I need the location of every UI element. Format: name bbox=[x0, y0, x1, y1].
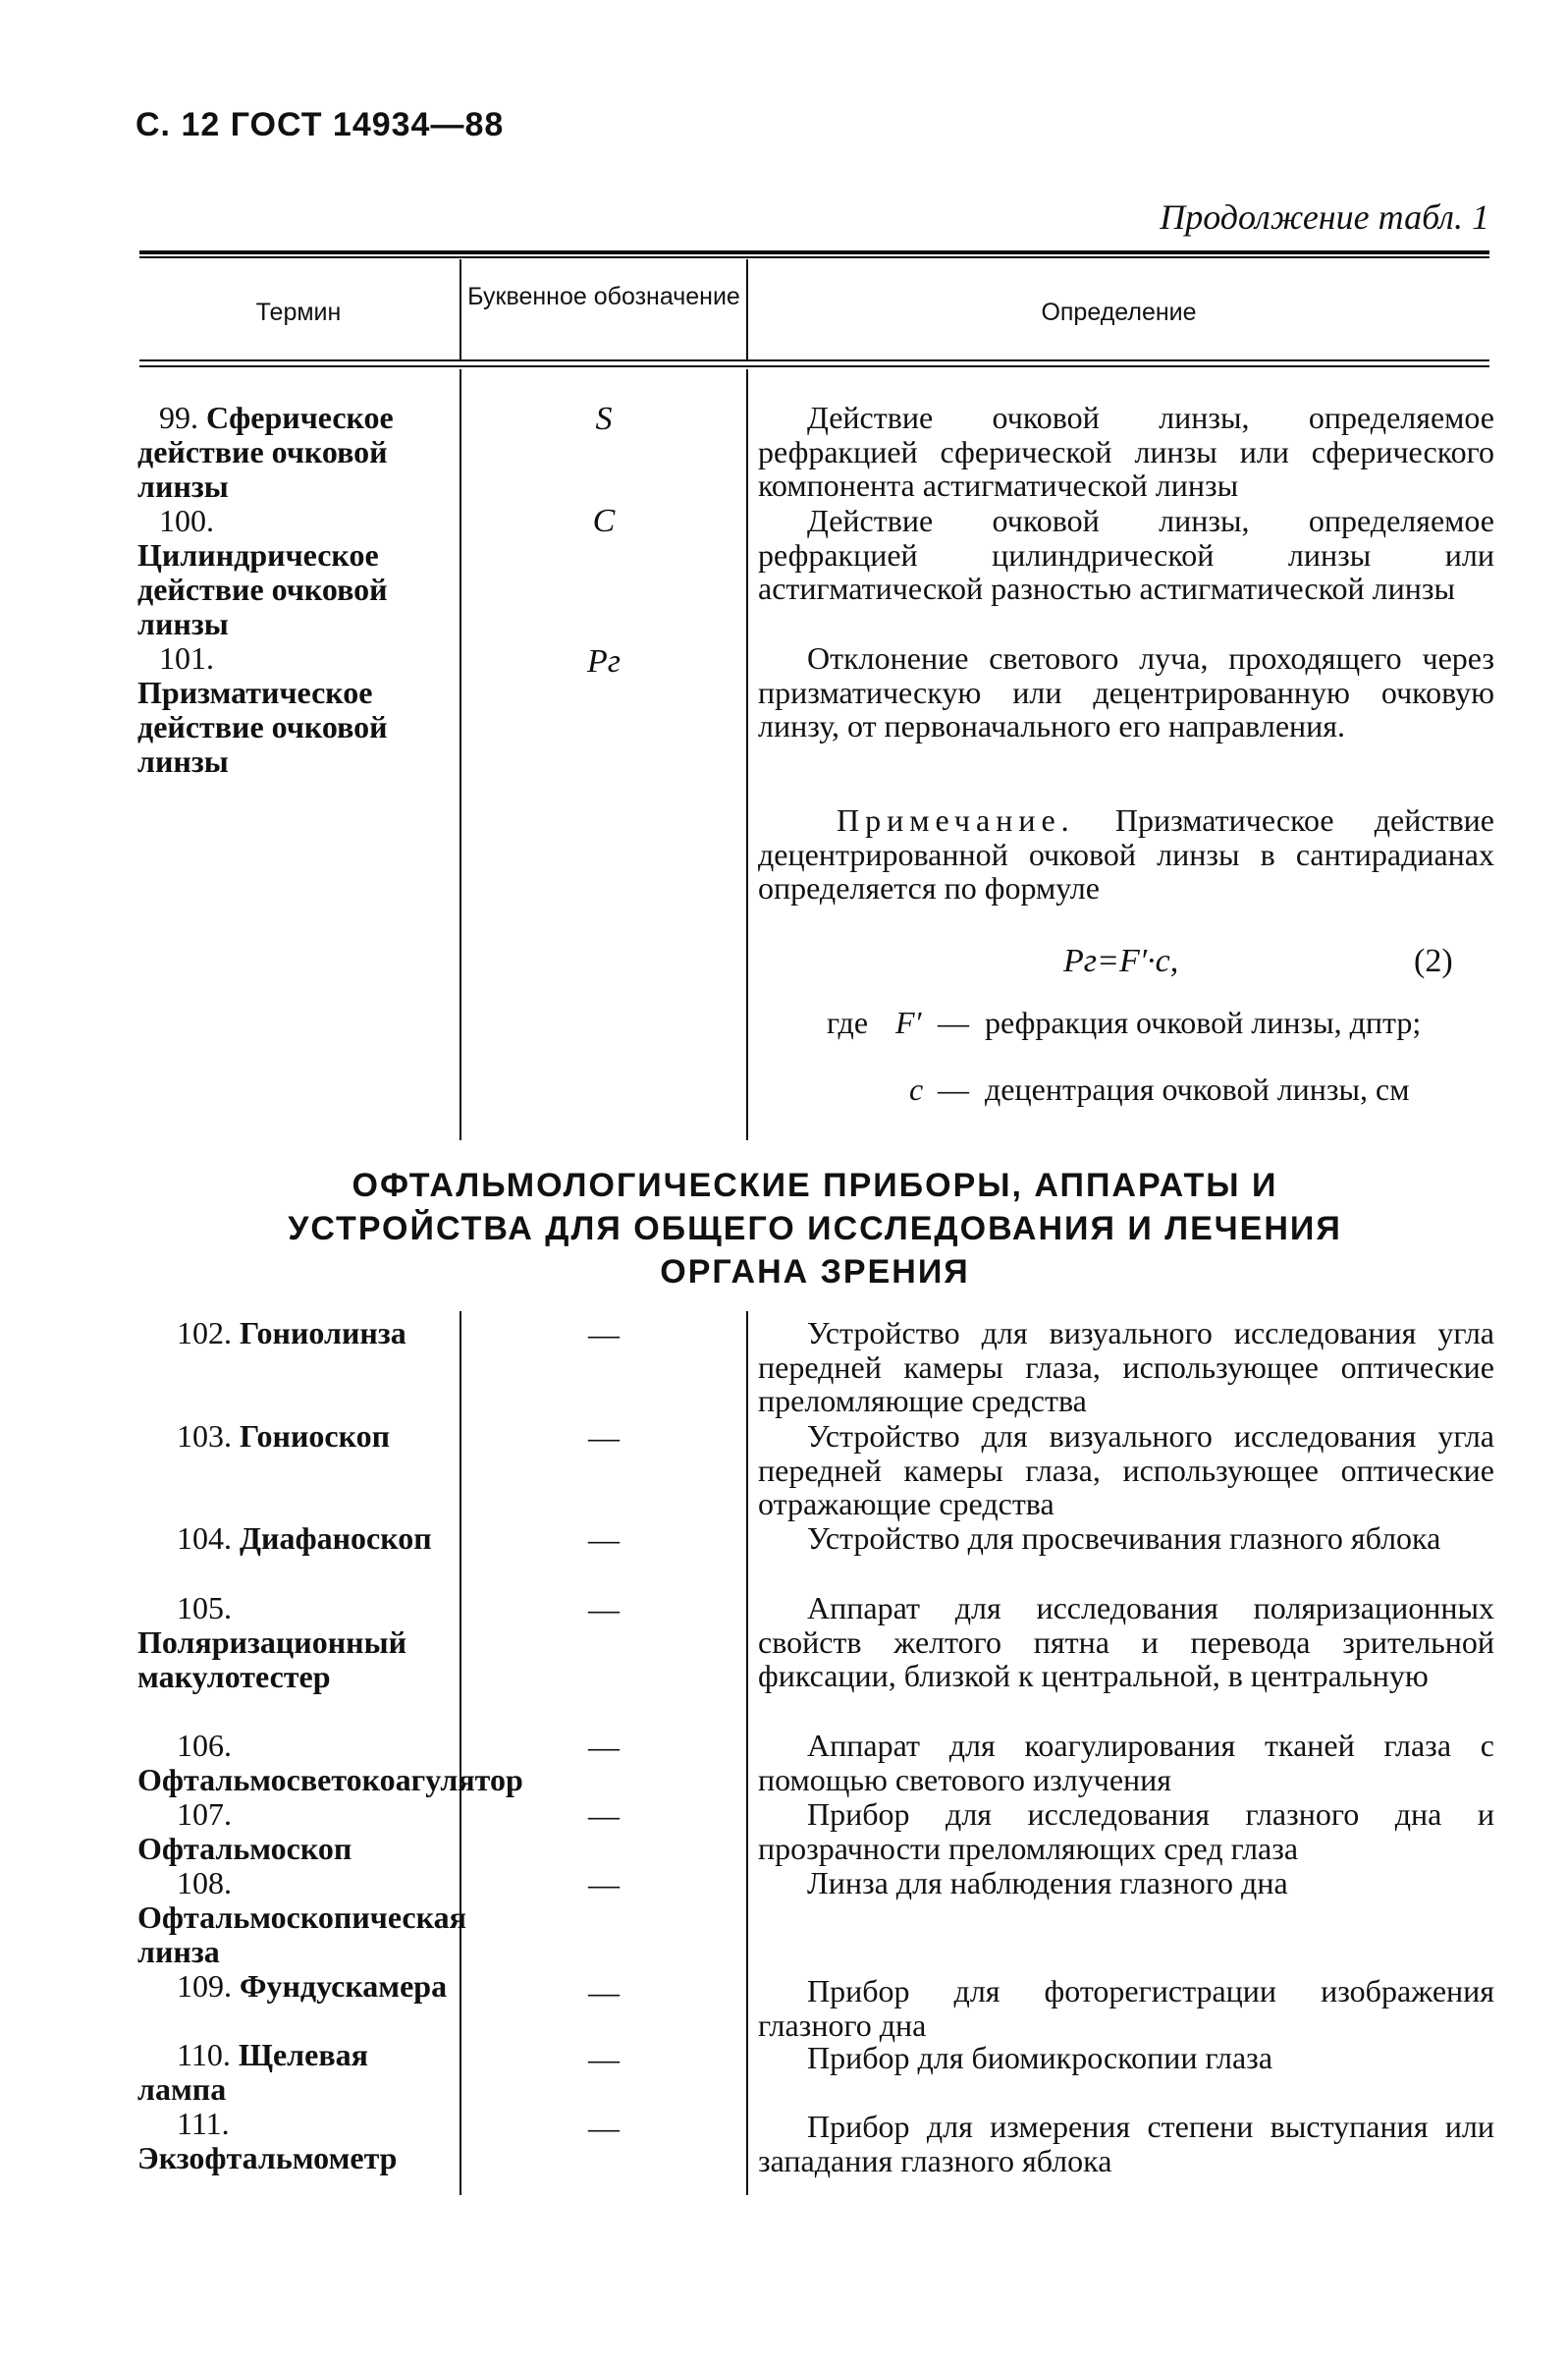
definition-106: Аппарат для коагулирования тканей глаза с помощью светового излучения bbox=[758, 1728, 1494, 1797]
term-105 bbox=[137, 1591, 452, 1694]
note-text: Призматическое действие децентрированной очковой линзы в сантирадианах определяется по формуле bbox=[758, 802, 1494, 906]
symbol-109: — bbox=[588, 1974, 620, 2009]
term-name: Призматическое действие очковой линзы bbox=[137, 675, 388, 779]
term-102 bbox=[137, 1316, 452, 1350]
table-continuation-label: Продолжение табл. 1 bbox=[1160, 197, 1489, 237]
term-103 bbox=[137, 1419, 452, 1454]
symbol-103: — bbox=[588, 1419, 620, 1455]
symbol-111: — bbox=[588, 2110, 620, 2145]
definition-99: Действие очковой линзы, определяемое рефракцией сферической линзы или сферического компонента астигматической линзы bbox=[758, 400, 1494, 503]
section-title-line-3: ОРГАНА ЗРЕНИЯ bbox=[660, 1253, 970, 1291]
term-name: Диафаноскоп bbox=[240, 1520, 432, 1556]
note-label: Примечание. bbox=[837, 802, 1075, 838]
term-number: 109. bbox=[177, 1968, 232, 2004]
definition-103: Устройство для визуального исследования угла передней камеры глаза, использующее оптические отражающие средства bbox=[758, 1418, 1494, 1521]
term-name: Офтальмоскопическая линза bbox=[137, 1899, 466, 1969]
symbol-105: — bbox=[588, 1591, 620, 1626]
term-number: 104. bbox=[177, 1520, 232, 1556]
definition-109: Прибор для фоторегистрации изображения глазного дна bbox=[758, 1973, 1494, 2043]
column-divider-1 bbox=[460, 369, 461, 1140]
term-number: 110. bbox=[177, 2037, 231, 2072]
symbol-101 bbox=[461, 644, 746, 680]
symbol-106: — bbox=[588, 1729, 620, 1764]
term-number: 100. bbox=[159, 503, 214, 538]
term-107 bbox=[137, 1797, 452, 1866]
term-name: Офтальмосветокоагулятор bbox=[137, 1762, 523, 1797]
term-111 bbox=[137, 2107, 452, 2175]
where-dash-2: — bbox=[938, 1072, 969, 1107]
term-name: Сферическое действие очковой линзы bbox=[137, 400, 394, 504]
section-title bbox=[137, 1164, 1492, 1293]
term-name: Гониоскоп bbox=[240, 1418, 391, 1454]
header-bottom-rule bbox=[139, 359, 1489, 361]
term-number: 106. bbox=[177, 1728, 232, 1763]
term-108 bbox=[137, 1865, 466, 1969]
term-110 bbox=[137, 2038, 452, 2107]
where-label: где bbox=[827, 1005, 869, 1040]
term-number: 101. bbox=[159, 640, 214, 676]
symbol-99: S bbox=[595, 401, 613, 437]
definition-100: Действие очковой линзы, определяемое рефракцией цилиндрической линзы или астигматической разностью астигматической линзы bbox=[758, 503, 1494, 606]
term-name: Цилиндрическое действие очковой линзы bbox=[137, 537, 388, 641]
column-header-term: Термин bbox=[255, 299, 342, 326]
term-number: 105. bbox=[177, 1590, 232, 1625]
section-title-line-1: ОФТАЛЬМОЛОГИЧЕСКИЕ ПРИБОРЫ, АППАРАТЫ И bbox=[351, 1167, 1278, 1204]
symbol-110: — bbox=[588, 2041, 620, 2076]
term-104 bbox=[137, 1521, 452, 1556]
term-name: Экзофтальмометр bbox=[137, 2140, 398, 2175]
definition-108: Линза для наблюдения глазного дна bbox=[807, 1865, 1288, 1900]
term-name: Щелевая лампа bbox=[137, 2037, 368, 2107]
definition-102: Устройство для визуального исследования угла передней камеры глаза, использующее оптические преломляющие средства bbox=[758, 1315, 1494, 1418]
symbol-100: C bbox=[592, 503, 616, 539]
symbol-text: Pг bbox=[586, 643, 622, 680]
term-name: Гониолинза bbox=[240, 1315, 406, 1350]
term-number: 102. bbox=[177, 1315, 232, 1350]
symbol-104: — bbox=[588, 1521, 620, 1557]
formula: Pг=F′·c, bbox=[1063, 943, 1179, 979]
where-var-desc-1: рефракция очковой линзы, дптр; bbox=[985, 1005, 1422, 1040]
page-header: С. 12 ГОСТ 14934—88 bbox=[135, 106, 505, 143]
section-title-line-2: УСТРОЙСТВА ДЛЯ ОБЩЕГО ИССЛЕДОВАНИЯ И ЛЕЧЕНИЯ bbox=[288, 1210, 1342, 1247]
term-99 bbox=[137, 401, 452, 504]
symbol-108: — bbox=[588, 1866, 620, 1901]
definition-101: Отклонение светового луча, проходящего через призматическую или децентрированную очковую линзу, от первоначального его направления. bbox=[758, 640, 1494, 743]
term-number: 99. bbox=[159, 400, 198, 435]
term-name: Поляризационный макулотестер bbox=[137, 1624, 406, 1694]
where-var-desc-2: децентрация очковой линзы, см bbox=[985, 1072, 1410, 1107]
table-top-rule bbox=[139, 250, 1489, 254]
symbol-107: — bbox=[588, 1797, 620, 1833]
term-101 bbox=[137, 641, 452, 779]
where-dash-1: — bbox=[938, 1005, 969, 1040]
term-number: 103. bbox=[177, 1418, 232, 1454]
column-header-definition: Определение bbox=[1041, 299, 1197, 326]
definition-107: Прибор для исследования глазного дна и прозрачности преломляющих сред глаза bbox=[758, 1796, 1494, 1866]
definition-111: Прибор для измерения степени выступания или западания глазного яблока bbox=[758, 2109, 1494, 2178]
symbol-102: — bbox=[588, 1316, 620, 1351]
definition-110: Прибор для биомикроскопии глаза bbox=[807, 2040, 1273, 2075]
definition-105: Аппарат для исследования поляризационных свойств желтого пятна и перевода зрительной фиксации, близкой к центральной, в центральную bbox=[758, 1590, 1494, 1693]
term-number: 108. bbox=[177, 1865, 232, 1900]
term-106 bbox=[137, 1728, 523, 1797]
term-100 bbox=[137, 504, 452, 641]
definition-104: Устройство для просвечивания глазного яблока bbox=[807, 1520, 1441, 1556]
header-bottom-rule-2 bbox=[139, 365, 1489, 367]
column-divider-2 bbox=[746, 369, 748, 1140]
term-name: Фундускамера bbox=[240, 1968, 448, 2004]
term-number: 107. bbox=[177, 1796, 232, 1832]
term-109 bbox=[137, 1969, 452, 2004]
column-header-symbol: Буквенное обозначение bbox=[467, 283, 740, 310]
where-var-symbol-1: F′ bbox=[895, 1005, 922, 1040]
where-var-symbol-2: c bbox=[909, 1072, 924, 1107]
formula-number: (2) bbox=[1414, 943, 1453, 979]
note-block bbox=[758, 803, 1494, 906]
table-top-rule-2 bbox=[139, 256, 1489, 258]
term-number: 111. bbox=[177, 2106, 230, 2141]
column-divider-2b bbox=[746, 1311, 748, 2195]
term-name: Офтальмоскоп bbox=[137, 1831, 352, 1866]
